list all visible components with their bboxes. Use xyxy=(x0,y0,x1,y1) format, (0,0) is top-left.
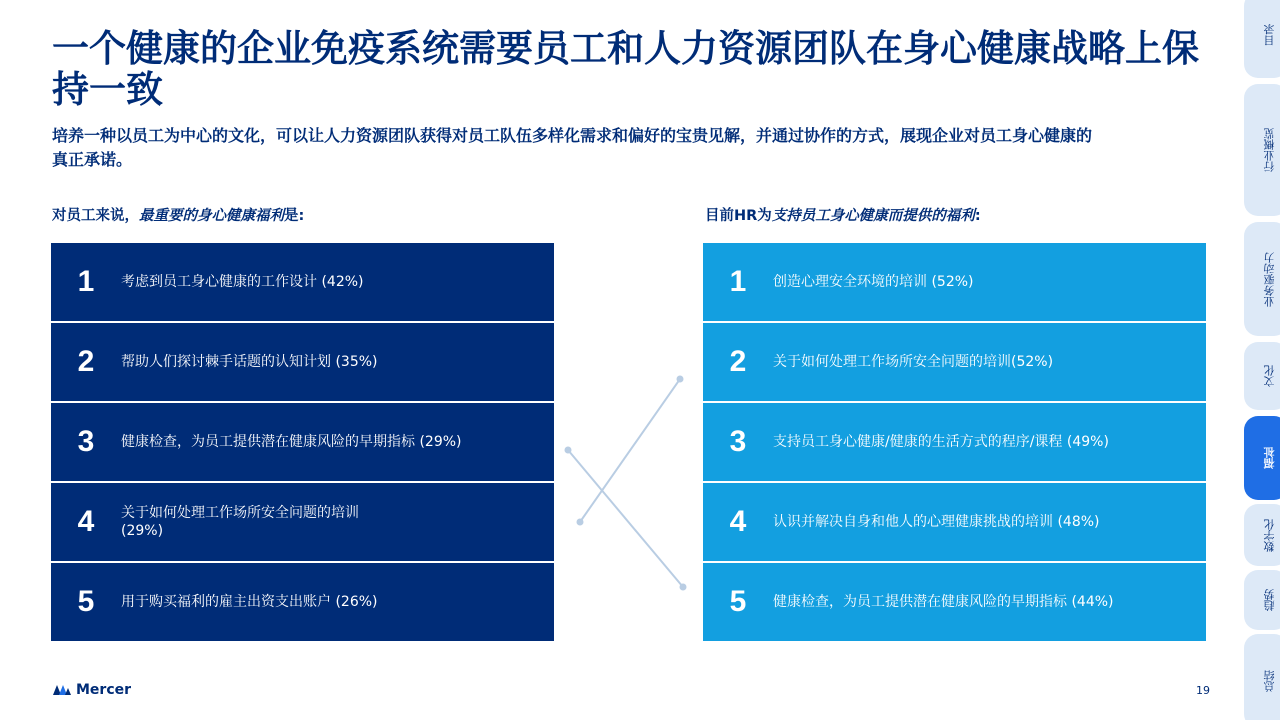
cross-connector-graphic xyxy=(560,370,690,600)
page-subtitle: 培养一种以员工为中心的文化，可以让人力资源团队获得对员工队伍多样化需求和偏好的宝贵见解，并通过协作的方式，展现企业对员工身心健康的真正承诺。 xyxy=(52,126,1093,169)
list-item xyxy=(51,323,554,401)
tab-label: 业务驱动力 xyxy=(1263,251,1276,307)
item-text: 用于购买福利的雇主出资支出账户 (26%) xyxy=(121,594,378,610)
item-text: 健康检查，为员工提供潜在健康风险的早期指标 (44%) xyxy=(773,594,1114,610)
tab-summary[interactable] xyxy=(1244,634,1280,720)
item-text: 认识并解决自身和他人的心理健康挑战的培训 (48%) xyxy=(773,514,1100,530)
mercer-logo xyxy=(52,682,131,698)
page-title: 一个健康的企业免疫系统需要员工和人力资源团队在身心健康战略上保持一致 xyxy=(52,27,1199,111)
list-item xyxy=(703,403,1206,481)
rank-number: 2 xyxy=(77,345,95,378)
rank-number: 3 xyxy=(77,425,95,458)
tab-label: 行业概览 xyxy=(1263,128,1276,172)
list-item xyxy=(51,563,554,641)
rank-number: 3 xyxy=(729,425,747,458)
tab-wellbeing[interactable] xyxy=(1244,416,1280,500)
right-column-heading: 目前HR为支持员工身心健康而提供的福利: xyxy=(705,208,981,224)
item-text: 关于如何处理工作场所安全问题的培训 (29%) xyxy=(121,505,359,539)
item-text: 支持员工身心健康/健康的生活方式的程序/课程 (49%) xyxy=(773,434,1109,450)
tab-label: 文化 xyxy=(1263,365,1276,387)
tab-trends[interactable] xyxy=(1244,570,1280,630)
hr-benefits-list xyxy=(703,243,1206,643)
item-text: 帮助人们探讨棘手话题的认知计划 (35%) xyxy=(121,354,378,370)
rank-number: 2 xyxy=(729,345,747,378)
item-text: 关于如何处理工作场所安全问题的培训(52%) xyxy=(773,354,1054,370)
rank-number: 1 xyxy=(77,265,95,298)
item-text: 创造心理安全环境的培训 (52%) xyxy=(773,274,974,290)
employee-priorities-list xyxy=(51,243,554,643)
logo-text: Mercer xyxy=(76,682,132,698)
rank-number: 4 xyxy=(77,505,95,538)
tab-label: 目录 xyxy=(1263,24,1276,46)
tab-business-drivers[interactable] xyxy=(1244,222,1280,336)
left-column-heading: 对员工来说，最重要的身心健康福利是: xyxy=(52,208,305,224)
rank-number: 5 xyxy=(77,585,95,618)
list-item xyxy=(51,403,554,481)
tab-digital[interactable] xyxy=(1244,504,1280,566)
rank-number: 4 xyxy=(729,505,747,538)
list-item xyxy=(703,483,1206,561)
list-item xyxy=(703,563,1206,641)
tab-contents[interactable] xyxy=(1244,0,1280,78)
tab-culture[interactable] xyxy=(1244,342,1280,410)
tab-label: 趋势 xyxy=(1263,589,1276,611)
list-item xyxy=(703,243,1206,321)
tab-label: 总结 xyxy=(1263,670,1276,692)
list-item xyxy=(51,243,554,321)
list-item xyxy=(703,323,1206,401)
list-item xyxy=(51,483,554,561)
rank-number: 5 xyxy=(729,585,747,618)
item-text: 健康检查，为员工提供潜在健康风险的早期指标 (29%) xyxy=(121,434,462,450)
item-text: 考虑到员工身心健康的工作设计 (42%) xyxy=(121,274,364,290)
mercer-logo-icon xyxy=(52,684,72,696)
page-number: 19 xyxy=(1196,684,1210,697)
tab-label: 福祉 xyxy=(1263,447,1276,469)
rank-number: 1 xyxy=(729,265,747,298)
tab-label: 数字化 xyxy=(1263,518,1276,552)
tab-industry-overview[interactable] xyxy=(1244,84,1280,216)
